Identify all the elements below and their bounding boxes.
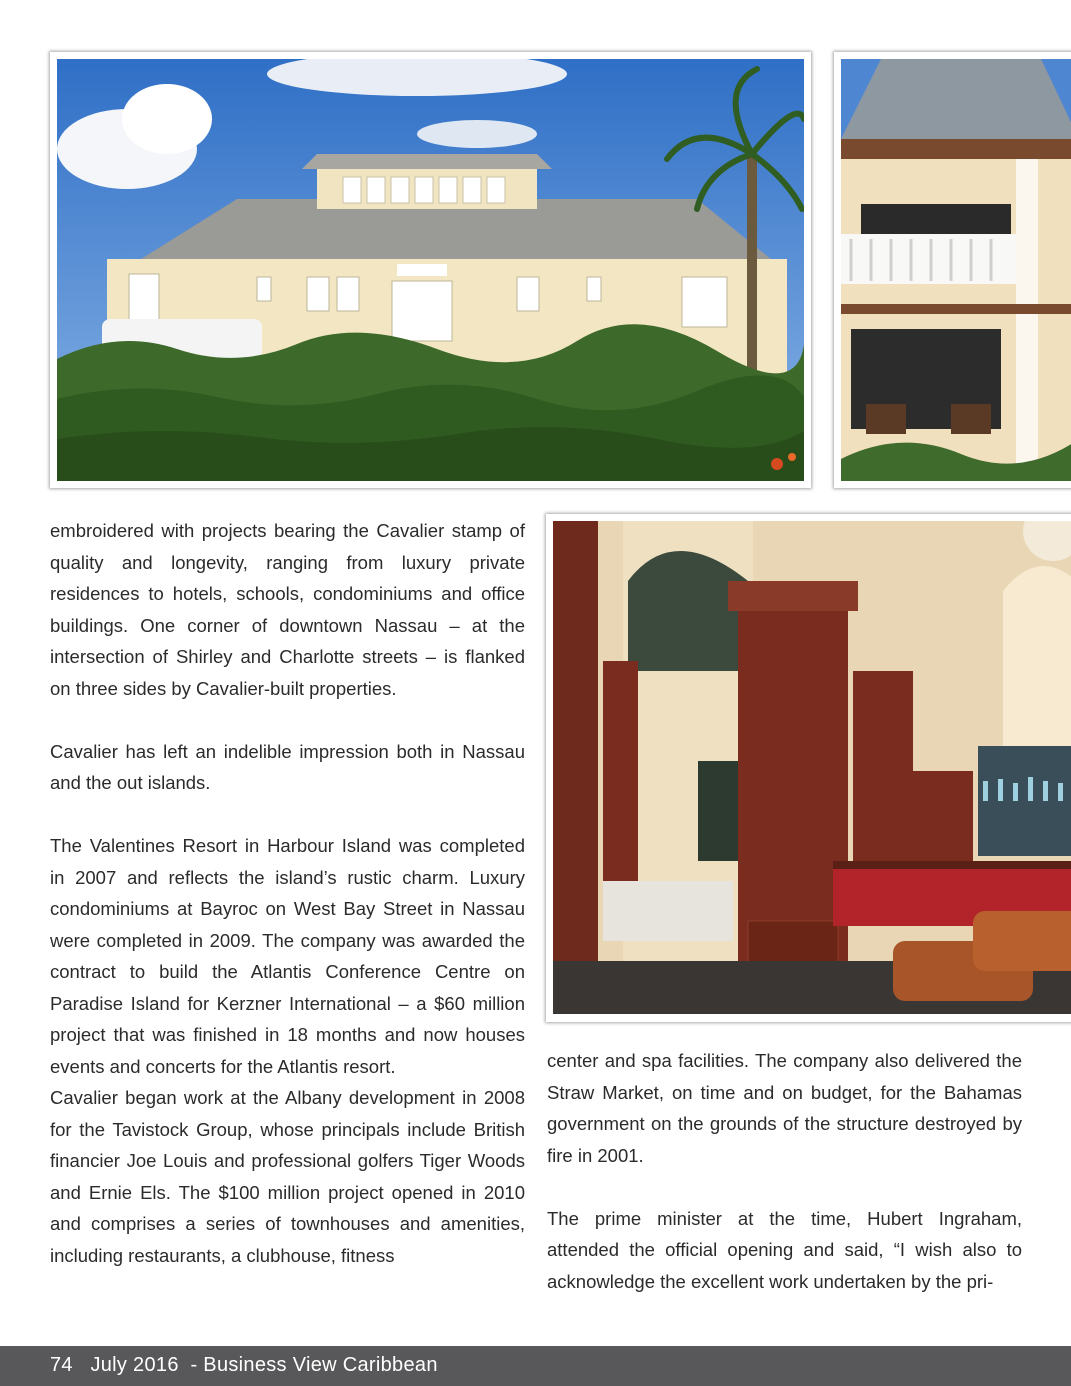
photo-house-exterior bbox=[50, 52, 811, 488]
page-footer bbox=[0, 1346, 1071, 1386]
photo-lobby-bar bbox=[546, 514, 1071, 1022]
issue-date: July 2016 bbox=[90, 1354, 179, 1376]
house-exterior-image bbox=[57, 59, 804, 481]
paragraph: Cavalier has left an indelible impression both in Nassau and the out islands. bbox=[50, 740, 525, 793]
paragraph: The prime minister at the time, Hubert Ingraham, attended the official opening and said, “I wish also to acknowledge the excellent work undertaken by the pri- bbox=[547, 1207, 1022, 1292]
publication-name: - Business View Caribbean bbox=[190, 1354, 438, 1376]
paragraph: Cavalier began work at the Albany development in 2008 for the Tavistock Group, whose principals include British financier Joe Louis and professional golfers Tiger Woods and Ernie Els. The $100 million project opened in 2010 and comprises a series of townhouses and amenities, including restaurants, a clubhouse, fitness bbox=[50, 1087, 525, 1266]
page-number: 74 bbox=[50, 1354, 73, 1376]
photo-veranda bbox=[834, 52, 1071, 488]
paragraph: The Valentines Resort in Harbour Island was completed in 2007 and reflects the island’s rustic charm. Luxury condominiums at Bayroc on West Bay Street in Nassau were completed in 2009. The company was awarded the contract to build the Atlantis Conference Centre on Paradise Island for Kerzner International – a $60 million project that was finished in 18 months and now houses events and concerts for the Atlantis resort. bbox=[50, 835, 525, 1077]
veranda-image bbox=[841, 59, 1071, 481]
lobby-bar-image bbox=[553, 521, 1071, 1014]
left-text-column bbox=[50, 515, 525, 1271]
footer-text bbox=[50, 1354, 438, 1377]
paragraph: center and spa facilities. The company also delivered the Straw Market, on time and on budget, for the Bahamas government on the grounds of the structure destroyed by fire in 2001. bbox=[547, 1050, 1022, 1166]
paragraph: embroidered with projects bearing the Cavalier stamp of quality and longevity, ranging from luxury private residences to hotels, schools, condominiums and office buildings. One corner of downtown Nassau – at the intersection of Shirley and Charlotte streets – is flanked on three sides by Cavalier-built properties. bbox=[50, 520, 525, 699]
right-text-column bbox=[547, 1045, 1022, 1297]
